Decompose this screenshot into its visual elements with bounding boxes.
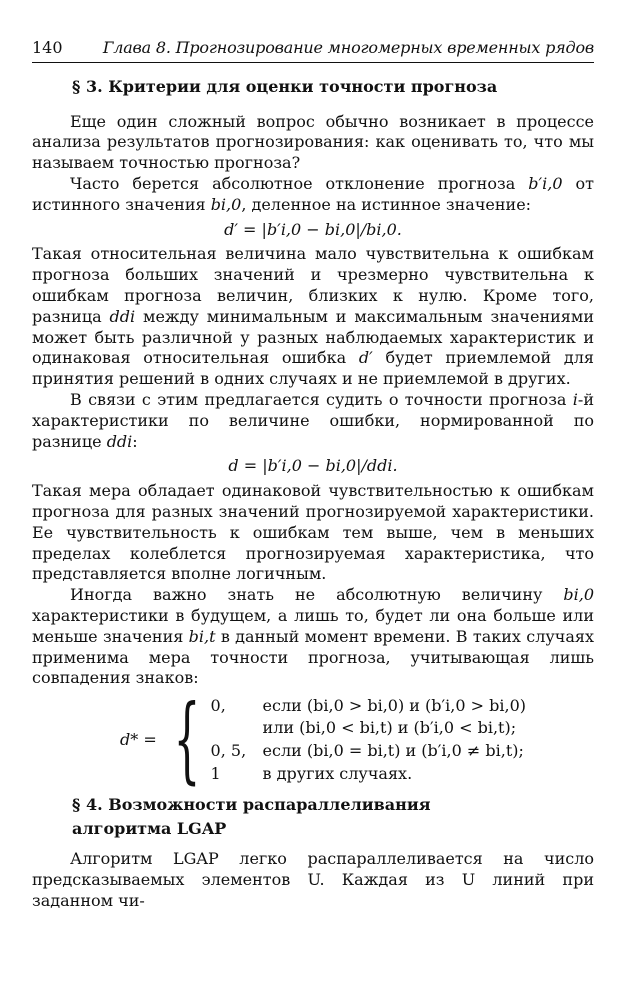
- paragraph: Часто берется абсолютное отклонение прогноза b′i,0 от истинного значения bi,0, деленное на истинное значение:: [32, 173, 594, 214]
- case-condition: если (bi,0 = bi,t) и (b′i,0 ≠ bi,t);: [262, 741, 524, 761]
- case-value: 0, 5,: [210, 741, 247, 761]
- paragraph: Такая мера обладает одинаковой чувствительностью к ошибкам прогноза для разных значений прогнозируемой характеристики. Ее чувствительность к ошибкам тем выше, чем в меньших пределах колеблется прогнозируемая характеристика, что представляется вполне логичным.: [32, 481, 594, 584]
- formula-normalized-error: d = |b′i,0 − bi,0|/ddi.: [228, 456, 398, 476]
- paragraph: Еще один сложный вопрос обычно возникает в процессе анализа результатов прогнозирования: как оценивать то, что мы называем точностью прогноза?: [32, 111, 594, 173]
- paragraph: В связи с этим предлагается судить о точности прогноза i-й характеристики по величине ошибки, нормированной по разнице ddi:: [32, 389, 594, 451]
- case-value: [211, 718, 263, 739]
- page-number: 140: [32, 38, 63, 57]
- case-condition: если (bi,0 > bi,0) и (b′i,0 > bi,0): [262, 695, 526, 715]
- chapter-title: Глава 8. Прогнозирование многомерных временных рядов: [102, 38, 594, 57]
- symbol: bi,0: [563, 585, 594, 605]
- paragraph: Алгоритм LGAP легко распараллеливается на число предсказываемых элементов U. Каждая из U линий при заданном чи-: [32, 849, 594, 910]
- section-3-title: § 3. Критерии для оценки точности прогноза: [72, 76, 498, 96]
- symbol: bi,0: [210, 194, 242, 214]
- symbol: ddi: [109, 306, 136, 326]
- case-value: 1: [210, 763, 221, 783]
- formula-sign-measure: [120, 685, 594, 795]
- formula-relative-error: d′ = |b′i,0 − bi,0|/bi,0.: [224, 219, 402, 239]
- symbol: bi,t: [188, 626, 216, 646]
- case-condition: в других случаях.: [262, 763, 413, 783]
- case-value: 0,: [210, 695, 226, 715]
- symbol: d′: [358, 348, 373, 368]
- formula-lhs: d* =: [120, 729, 157, 749]
- page: [32, 38, 594, 912]
- left-brace: {: [173, 685, 201, 795]
- case-condition: или (bi,0 < bi,t) и (b′i,0 < bi,t);: [262, 718, 517, 738]
- running-header: [32, 38, 594, 63]
- cases-rows: [211, 696, 526, 785]
- symbol: ddi: [106, 431, 133, 451]
- paragraph: Иногда важно знать не абсолютную величину bi,0 характеристики в будущем, а лишь то, будет ли она больше или меньше значения bi,t в данный момент времени. В таких случаях применима мера точности прогноза, учитывающая лишь совпадения знаков:: [32, 585, 595, 688]
- symbol: b′i,0: [528, 173, 563, 193]
- paragraph: Такая относительная величина мало чувствительна к ошибкам прогноза больших значений и чрезмерно чувствительна к ошибкам прогноза величин, близких к нулю. Кроме того, разница ddi между минимальным и максимальным значениями может быть различной у разных наблюдаемых характеристик и одинаковая относительная ошибка d′ будет приемлемой для принятия решений в одних случаях и не приемлемой в других.: [32, 244, 595, 389]
- symbol: i: [572, 389, 578, 409]
- section-4-title: § 4. Возможности распараллеливания алгоритма LGAP: [72, 795, 431, 839]
